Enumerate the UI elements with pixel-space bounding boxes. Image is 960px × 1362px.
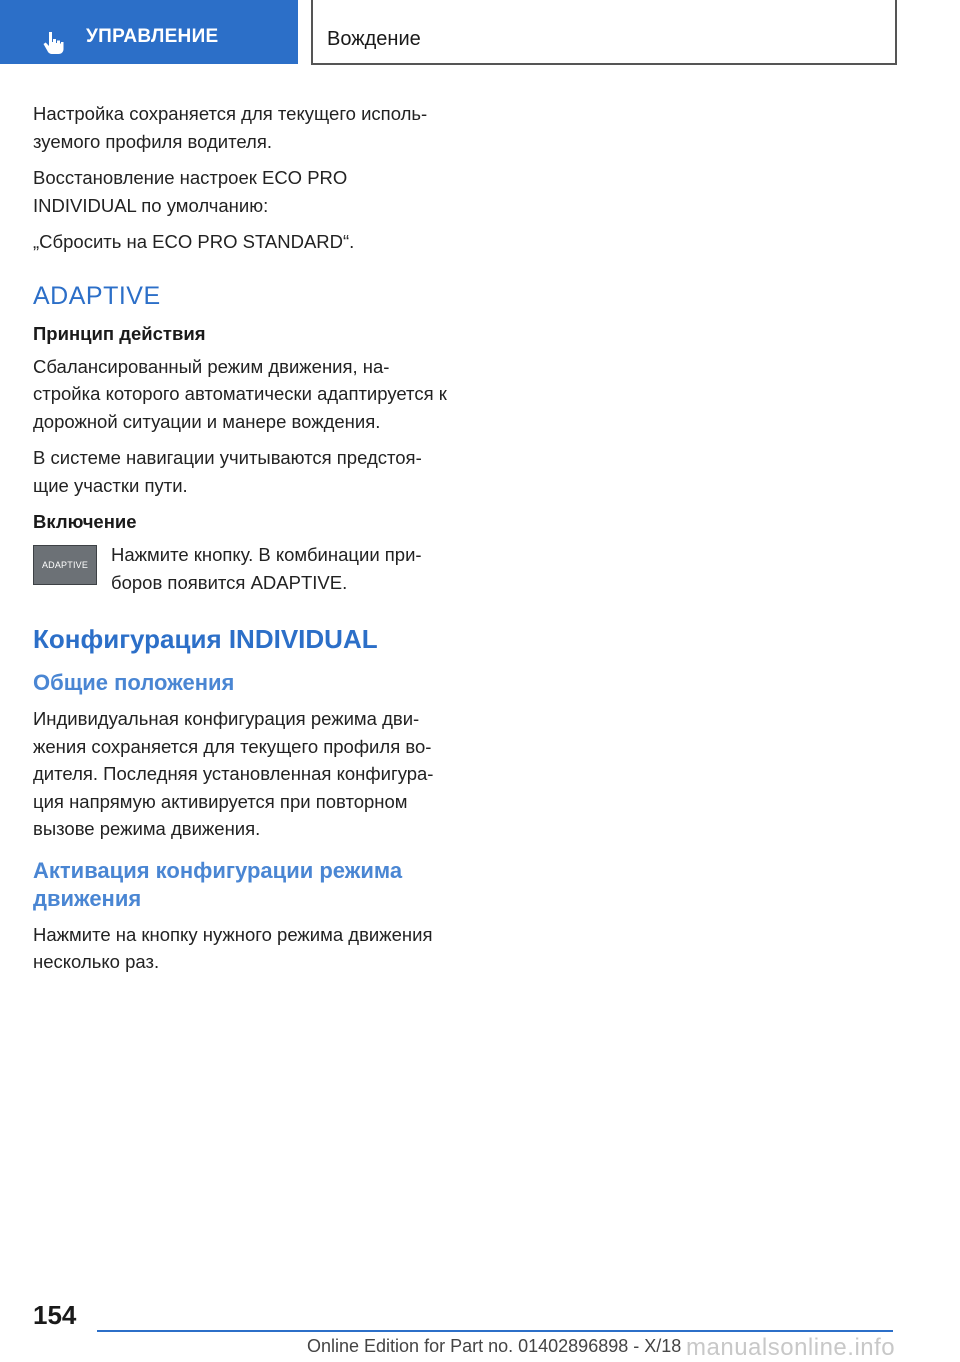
adaptive-heading: ADAPTIVE	[33, 281, 161, 310]
activation-paragraph: Нажмите на кнопку нужного режима движения несколько раз.	[33, 923, 433, 972]
intro-paragraph-1: Настройка сохраняется для текущего исполь-зуемого профиля водителя.	[33, 103, 428, 152]
principle-heading: Принцип действия	[33, 322, 206, 344]
chapter-tab	[0, 0, 298, 64]
hand-pointer-icon	[40, 30, 66, 56]
section-box	[311, 0, 897, 65]
page-header	[0, 0, 960, 66]
enable-text: Нажмите кнопку. В комбинации при-боров появится ADAPTIVE.	[111, 544, 422, 593]
individual-heading: Конфигурация INDIVIDUAL	[33, 624, 378, 654]
general-heading: Общие положения	[33, 670, 235, 695]
chapter-title: УПРАВЛЕНИЕ	[86, 26, 219, 47]
intro-paragraph-2: Восстановление настроек ECO PRO INDIVIDUAL по умолчанию:	[33, 167, 348, 216]
activation-heading: Активация конфигурации режима движения	[33, 857, 403, 911]
section-title: Вождение	[327, 28, 421, 50]
edition-text: Online Edition for Part no. 01402896898 - X/18	[307, 1336, 682, 1356]
watermark: manualsonline.info	[686, 1334, 896, 1361]
adaptive-button-image: ADAPTIVE	[33, 545, 97, 585]
enable-instruction	[33, 541, 453, 596]
intro-paragraph-3: „Сбросить на ECO PRO STANDARD“.	[33, 231, 355, 252]
principle-paragraph-1: Сбалансированный режим движения, на-стройка которого автоматически адаптируется к дорожной ситуации и манере вождения.	[33, 355, 447, 432]
principle-paragraph-2: В системе навигации учитываются предстоя-щие участки пути.	[33, 447, 422, 496]
main-content	[33, 100, 453, 985]
general-paragraph: Индивидуальная конфигурация режима дви-жения сохраняется для текущего профиля во-дителя. Последняя установленная конфигура-ция напрямую активируется при повторном вызове режима движения.	[33, 708, 434, 839]
footer-divider	[97, 1330, 893, 1332]
page-number: 154	[33, 1300, 77, 1330]
enable-heading: Включение	[33, 511, 137, 532]
